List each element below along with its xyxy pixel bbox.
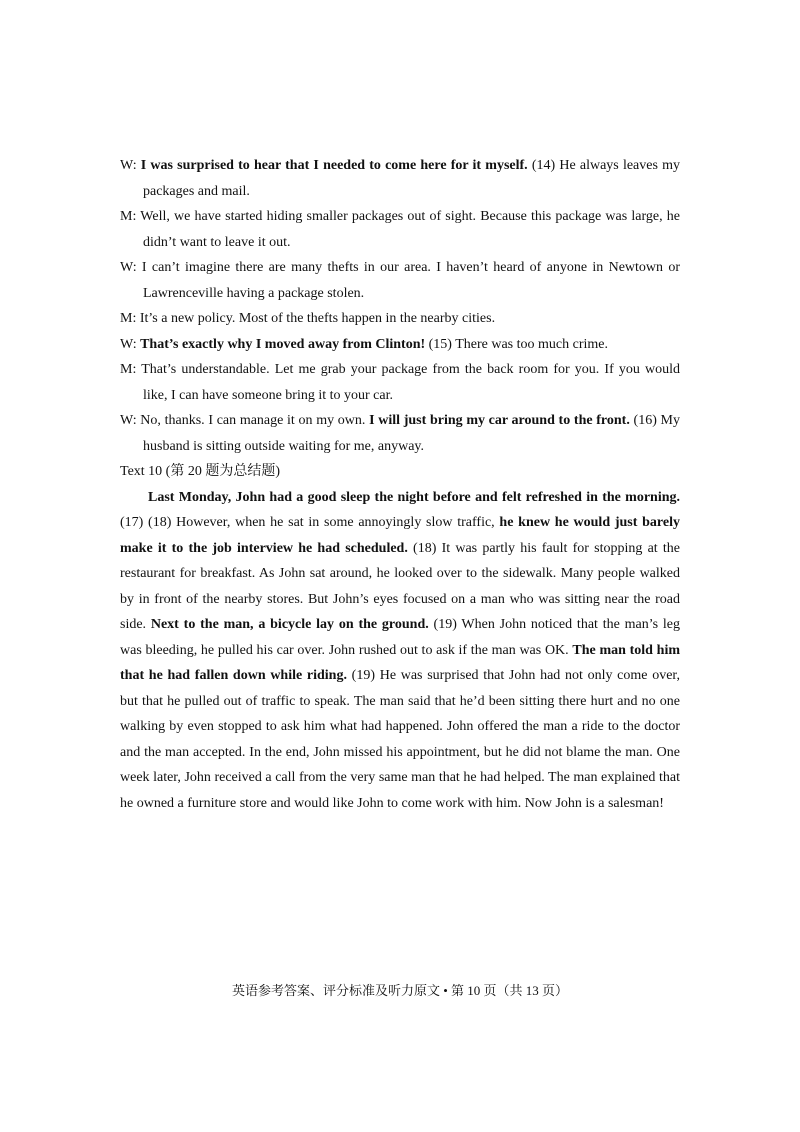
page-footer: 英语参考答案、评分标准及听力原文 • 第 10 页（共 13 页） [231, 983, 569, 998]
dialogue-line [120, 153, 680, 204]
dialogue-line [120, 255, 680, 306]
bold-phrase: That’s exactly why I moved away from Clinton! [140, 336, 426, 352]
section-title: Text 10 (第 20 题为总结题) [120, 464, 281, 479]
dialogue-line [120, 204, 680, 255]
bold-phrase: I will just bring my car around to the front. [369, 413, 630, 428]
bold-phrase: Next to the man, a bicycle lay on the ground. [150, 617, 429, 632]
speaker-label: W: [120, 260, 137, 275]
dialogue-line [120, 408, 680, 459]
line-text: (16) My husband is sitting outside waiting for me, anyway. [143, 413, 681, 454]
speaker-label: W: [120, 413, 137, 428]
text10-paragraph [120, 485, 680, 817]
speaker-label: W: [120, 158, 137, 173]
line-text: That’s understandable. Let me grab your package from the back room for you. If you would like, I can have someone bring it to your car. [141, 362, 681, 403]
paragraph-text: (19) He was surprised that John had not only come over, but that he pulled out of traffic to speak. The man said that he’d been sitting there hurt and no one walking by even stopped to ask him what had happened. John offered the man a ride to the doctor and the man accepted. In the end, John missed his appointment, but he did not blame the man. One week later, John received a call from the very same man that he had helped. The man explained that he owned a furniture store and would like John to come work with him. Now John is a salesman! [120, 668, 681, 811]
bold-phrase: I was surprised to hear that I needed to come here for it myself. [140, 158, 528, 173]
speaker-label: M: [120, 311, 137, 326]
line-text: It’s a new policy. Most of the thefts happen in the nearby cities. [139, 311, 496, 326]
line-text: Well, we have started hiding smaller packages out of sight. Because this package was large, he didn’t want to leave it out. [140, 209, 680, 250]
bold-phrase: The man told him that he had fallen down while riding. [120, 642, 681, 683]
speaker-label: W: [120, 336, 137, 352]
line-text: (15) There was too much crime. [425, 336, 608, 352]
bold-phrase: he knew he would just barely make it to the job interview he had scheduled. [120, 515, 680, 556]
line-text: I can’t imagine there are many thefts in our area. I haven’t heard of anyone in Newtown or Lawrenceville having a package stolen. [141, 260, 681, 301]
page-content [120, 153, 680, 816]
dialogue-line [120, 357, 680, 408]
dialogue-line [120, 306, 680, 332]
bold-phrase: Last Monday, John had a good sleep the night before and felt refreshed in the morning. [148, 489, 680, 505]
dialogue-line [120, 332, 680, 358]
paragraph-text: (17) (18) However, when he sat in some annoyingly slow traffic, [120, 515, 500, 530]
speaker-label: M: [120, 362, 137, 377]
speaker-label: M: [120, 209, 137, 224]
line-text: No, thanks. I can manage it on my own. [140, 413, 370, 428]
line-text: (14) He always leaves my packages and mail. [143, 158, 680, 199]
paragraph-text: (18) It was partly his fault for stopping at the restaurant for breakfast. As John sat around, he looked over to the sidewalk. Many people walked by in front of the nearby stores. But John’s eyes focused on a man who was sitting near the road side. [120, 540, 680, 632]
paragraph-text: (19) When John noticed that the man’s leg was bleeding, he pulled his car over. John rushed out to ask if the man was OK. [120, 617, 680, 658]
